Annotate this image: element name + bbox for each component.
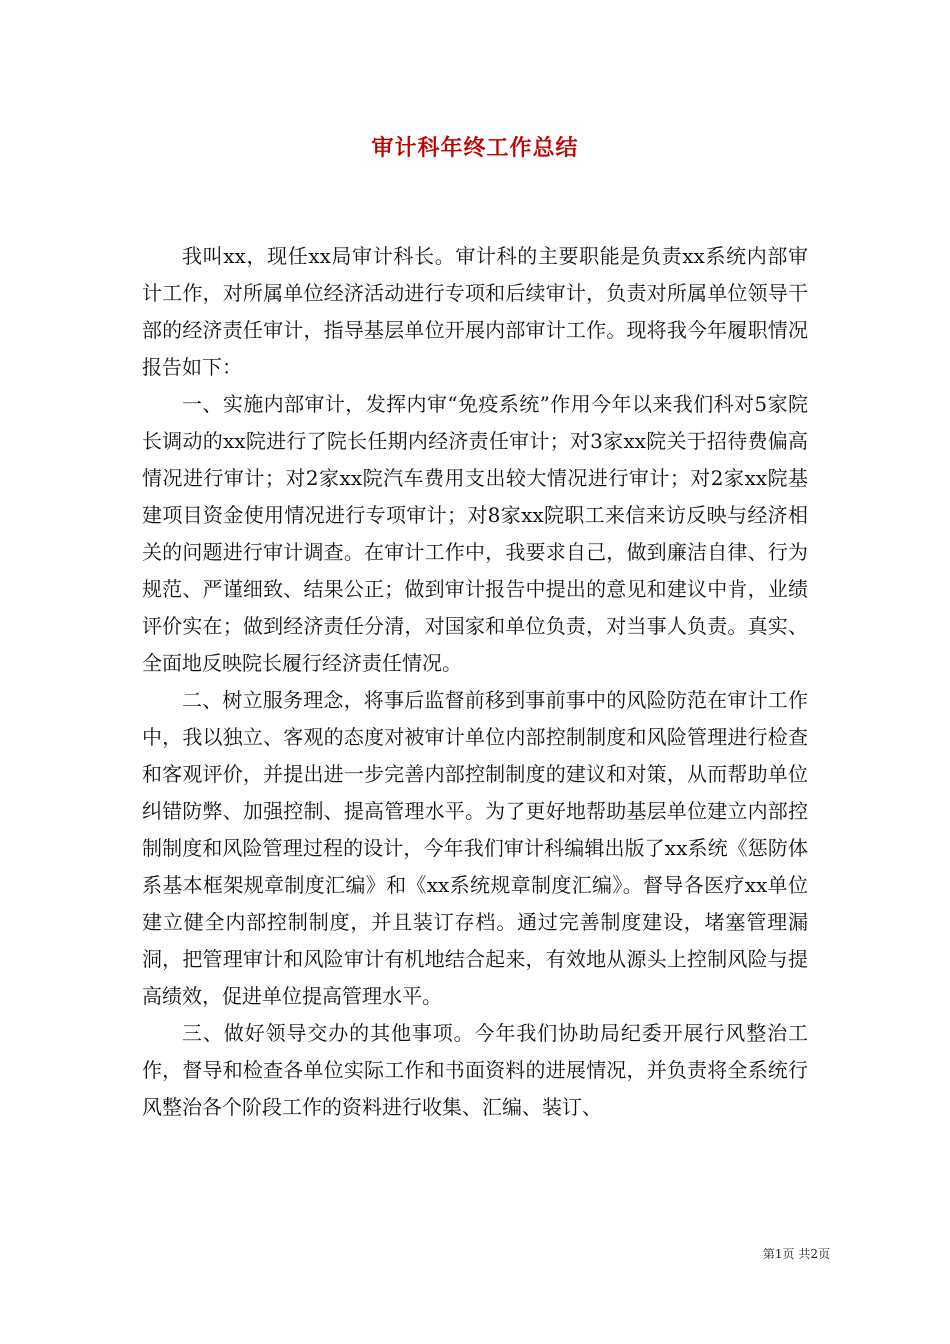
paragraph-section-3: 三、做好领导交办的其他事项。今年我们协助局纪委开展行风整治工作，督导和检查各单位实际工作和书面资料的进展情况，并负责将全系统行风整治各个阶段工作的资料进行收集、汇编、装订、 xyxy=(142,1021,808,1119)
page-number: 第1页 共2页 xyxy=(762,1247,830,1261)
paragraph-section-2: 二、树立服务理念，将事后监督前移到事前事中的风险防范在审计工作中，我以独立、客观的态度对被审计单位内部控制制度和风险管理进行检查和客观评价，并提出进一步完善内部控制制度的建议和对策，从而帮助单位纠错防弊、加强控制、提高管理水平。为了更好地帮助基层单位建立内部控制制度和风险管理过程的设计，今年我们审计科编辑出版了xx系统《惩防体系基本框架规章制度汇编》和《xx系统规章制度汇编》。督导各医疗xx单位建立健全内部控制制度，并且装订存档。通过完善制度建设，堵塞管理漏洞，把管理审计和风险审计有机地结合起来，有效地从源头上控制风险与提高绩效，促进单位提高管理水平。 xyxy=(142,688,808,1008)
paragraph-section-1: 一、实施内部审计，发挥内审“免疫系统”作用今年以来我们科对5家院长调动的xx院进行了院长任期内经济责任审计；对3家xx院关于招待费偏高情况进行审计；对2家xx院汽车费用支出较大情况进行审计；对2家xx院基建项目资金使用情况进行专项审计；对8家xx院职工来信来访反映与经济相关的问题进行审计调查。在审计工作中，我要求自己，做到廉洁自律、行为规范、严谨细致、结果公正；做到审计报告中提出的意见和建议中肯，业绩评价实在；做到经济责任分清，对国家和单位负责，对当事人负责。真实、全面地反映院长履行经济责任情况。 xyxy=(142,392,808,675)
document-body xyxy=(142,238,808,1126)
document-title: 审计科年终工作总结 xyxy=(371,135,579,161)
paragraph-intro: 我叫xx，现任xx局审计科长。审计科的主要职能是负责xx系统内部审计工作，对所属单位经济活动进行专项和后续审计，负责对所属单位领导干部的经济责任审计，指导基层单位开展内部审计工作。现将我今年履职情况报告如下： xyxy=(142,244,808,379)
